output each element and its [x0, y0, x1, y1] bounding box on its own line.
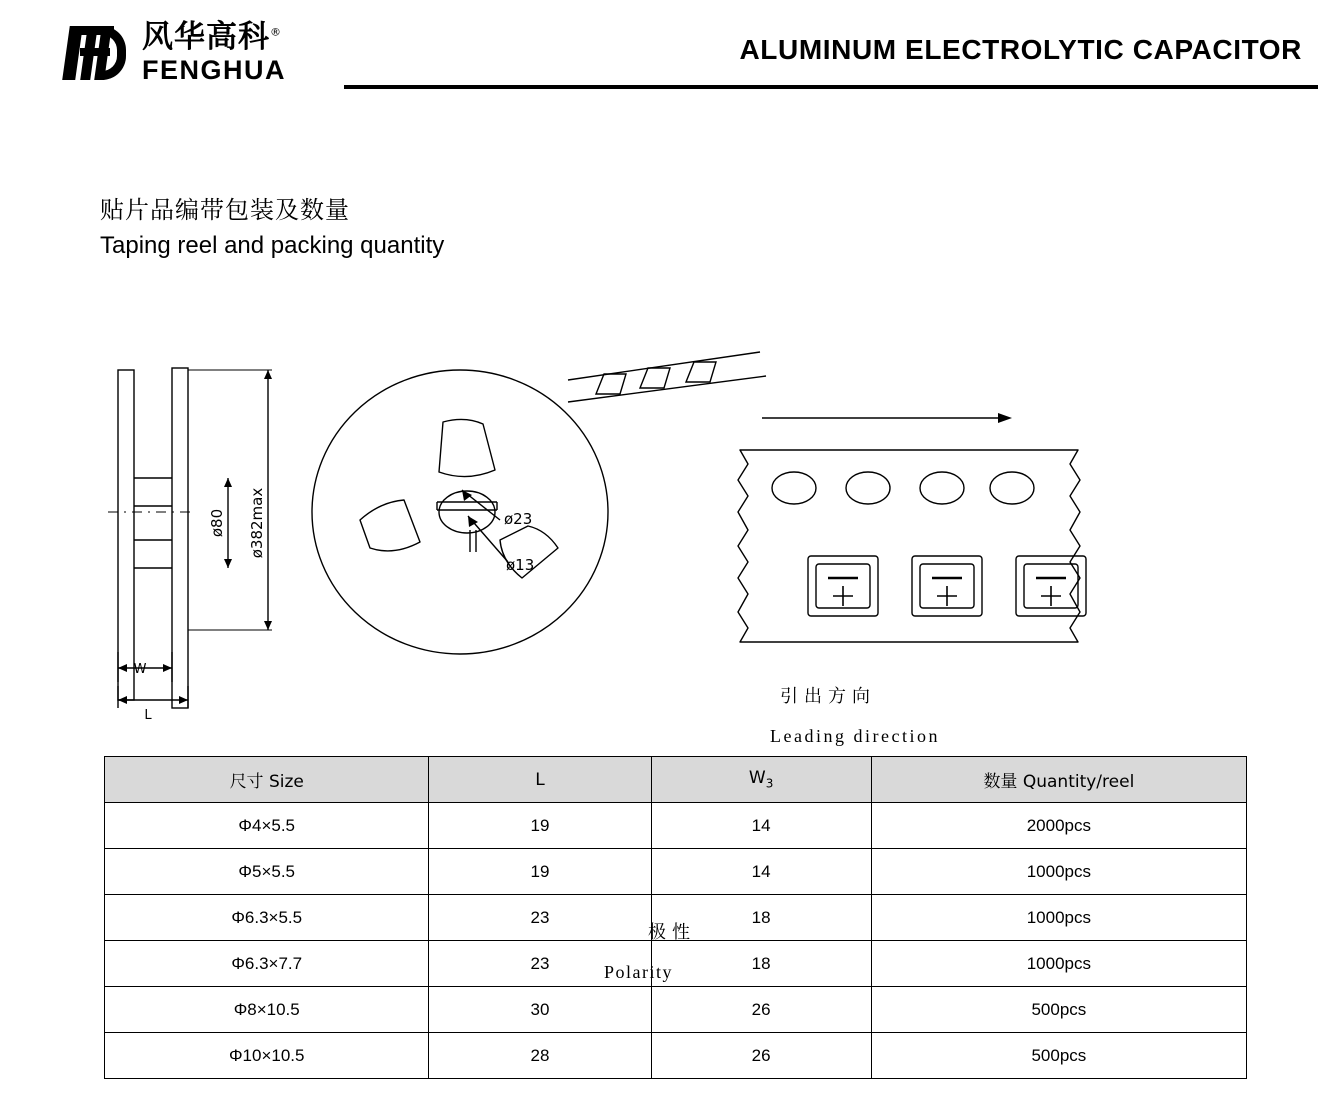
fenghua-logo-icon	[62, 22, 134, 84]
section-title-cn: 贴片品编带包装及数量	[100, 196, 350, 224]
column-header-size: 尺寸 Size	[105, 757, 429, 803]
table-body	[105, 803, 1247, 1079]
polarity-label-cn: 极性	[648, 922, 696, 943]
table-header	[105, 757, 1247, 803]
cell-size: Φ6.3×7.7	[105, 941, 429, 987]
cell-w3: 26	[651, 987, 871, 1033]
reel-hub-diameter-label: ø80	[208, 508, 226, 538]
cell-size: Φ4×5.5	[105, 803, 429, 849]
cell-l: 30	[429, 987, 651, 1033]
table-row	[105, 803, 1247, 849]
cell-w3: 18	[651, 941, 871, 987]
column-header-l: L	[429, 757, 651, 803]
cell-quantity: 1000pcs	[871, 895, 1246, 941]
reel-outer-diameter-label: ø382max	[248, 487, 266, 559]
cell-l: 23	[429, 895, 651, 941]
cell-l: 19	[429, 849, 651, 895]
table-row	[105, 895, 1247, 941]
packing-quantity-table	[104, 756, 1247, 1079]
column-header-quantity: 数量 Quantity/reel	[871, 757, 1246, 803]
cell-size: Φ8×10.5	[105, 987, 429, 1033]
table-row	[105, 1033, 1247, 1079]
table-row	[105, 941, 1247, 987]
leading-direction-label-en: Leading direction	[770, 726, 940, 746]
table-row	[105, 849, 1247, 895]
trademark-symbol: ®	[270, 25, 282, 39]
cell-quantity: 1000pcs	[871, 849, 1246, 895]
brand-logo-text	[142, 19, 286, 85]
cell-w3: 14	[651, 849, 871, 895]
cell-size: Φ10×10.5	[105, 1033, 429, 1079]
brand-logo	[62, 19, 286, 85]
cell-l: 28	[429, 1033, 651, 1079]
brand-name-en: FENGHUA	[142, 55, 286, 85]
cell-w3: 14	[651, 803, 871, 849]
figure-drawing	[0, 330, 1330, 730]
cell-l: 19	[429, 803, 651, 849]
page-header	[0, 0, 1330, 108]
reel-flange-label: L	[144, 708, 152, 723]
reel-width-label: W	[133, 662, 147, 677]
page-title: ALUMINUM ELECTROLYTIC CAPACITOR	[739, 34, 1302, 65]
table-row	[105, 987, 1247, 1033]
cell-w3: 18	[651, 895, 871, 941]
cell-quantity: 500pcs	[871, 987, 1246, 1033]
column-header-w3: $W_3$	[651, 757, 871, 803]
packing-quantity-table-wrap	[104, 756, 1247, 1079]
hub-pin-diameter-label: ø13	[506, 556, 535, 574]
cell-l: 23	[429, 941, 651, 987]
header-divider	[344, 85, 1318, 89]
cell-quantity: 1000pcs	[871, 941, 1246, 987]
cell-w3: 26	[651, 1033, 871, 1079]
brand-name-cn: 风华高科®	[142, 19, 282, 55]
cell-size: Φ6.3×5.5	[105, 895, 429, 941]
polarity-label-en: Polarity	[604, 962, 673, 982]
cell-size: Φ5×5.5	[105, 849, 429, 895]
cell-quantity: 500pcs	[871, 1033, 1246, 1079]
leading-direction-label-cn: 引出方向	[780, 686, 876, 707]
section-title-en: Taping reel and packing quantity	[100, 232, 445, 259]
hub-hole-diameter-label: ø23	[504, 510, 533, 528]
cell-quantity: 2000pcs	[871, 803, 1246, 849]
table-header-row	[105, 757, 1247, 803]
